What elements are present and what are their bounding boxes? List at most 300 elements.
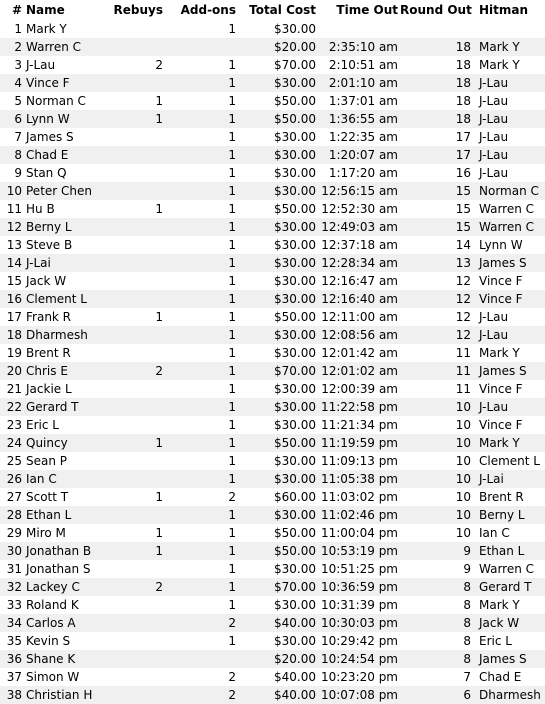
cell-total-cost: $50.00 [274, 436, 316, 450]
cell-hitman: J-Lai [479, 472, 504, 486]
cell-time-out: 12:01:42 am [321, 346, 398, 360]
cell-total-cost: $30.00 [274, 22, 316, 36]
cell-round-out: 11 [455, 346, 471, 360]
cell-name: Brent R [26, 346, 71, 360]
cell-hitman: Vince F [479, 418, 523, 432]
cell-num: 26 [6, 472, 22, 486]
table-row [0, 614, 545, 632]
cell-name: Gerard T [26, 400, 79, 414]
cell-rebuys [109, 632, 167, 650]
cell-num: 15 [6, 274, 22, 288]
cell-total-cost: $50.00 [274, 112, 316, 126]
cell-num: 3 [14, 58, 22, 72]
cell-round-out: 12 [455, 274, 471, 288]
cell-addons: 1 [228, 382, 236, 396]
cell-total-cost: $70.00 [274, 364, 316, 378]
cell-num: 28 [6, 508, 22, 522]
cell-num: 19 [6, 346, 22, 360]
cell-time-out: 11:02:46 pm [320, 508, 398, 522]
cell-hitman: Gerard T [479, 580, 532, 594]
cell-name: Clement L [26, 292, 87, 306]
cell-hitman: J-Lau [479, 94, 509, 108]
cell-name: James S [26, 130, 74, 144]
cell-round-out: 9 [463, 562, 471, 576]
table-header [0, 0, 545, 20]
cell-rebuys [109, 398, 167, 416]
cell-hitman: Vince F [479, 382, 523, 396]
header-round-out: Round Out [400, 3, 472, 17]
cell-hitman: J-Lau [479, 328, 509, 342]
cell-round-out: 14 [455, 238, 471, 252]
table-row [0, 236, 545, 254]
cell-time-out: 11:03:02 pm [320, 490, 398, 504]
cell-time-out: 12:52:30 am [321, 202, 398, 216]
cell-rebuys [109, 74, 167, 92]
cell-num: 34 [6, 616, 22, 630]
cell-rebuys [109, 272, 167, 290]
cell-rebuys: 2 [155, 580, 163, 594]
cell-num: 7 [14, 130, 22, 144]
cell-rebuys: 1 [155, 436, 163, 450]
cell-rebuys [109, 650, 167, 668]
cell-round-out: 11 [455, 364, 471, 378]
cell-name: Chad E [26, 148, 69, 162]
table-row [0, 146, 545, 164]
cell-rebuys [109, 416, 167, 434]
cell-addons: 1 [228, 562, 236, 576]
cell-round-out: 18 [455, 76, 471, 90]
cell-round-out: 6 [463, 688, 471, 702]
table-row [0, 56, 545, 74]
table-row [0, 38, 545, 56]
cell-addons: 1 [228, 22, 236, 36]
cell-rebuys: 1 [155, 94, 163, 108]
cell-hitman: James S [479, 652, 527, 666]
cell-num: 20 [6, 364, 22, 378]
cell-num: 5 [14, 94, 22, 108]
cell-num: 14 [6, 256, 22, 270]
cell-name: Warren C [26, 40, 82, 54]
cell-total-cost: $30.00 [274, 634, 316, 648]
cell-name: Kevin S [26, 634, 71, 648]
cell-total-cost: $50.00 [274, 94, 316, 108]
table-row [0, 200, 545, 218]
cell-name: Frank R [26, 310, 72, 324]
cell-total-cost: $30.00 [274, 400, 316, 414]
cell-hitman: James S [479, 364, 527, 378]
cell-total-cost: $30.00 [274, 130, 316, 144]
cell-rebuys [109, 146, 167, 164]
table-row [0, 308, 545, 326]
cell-total-cost: $50.00 [274, 544, 316, 558]
cell-hitman: Vince F [479, 274, 523, 288]
cell-total-cost: $30.00 [274, 418, 316, 432]
cell-hitman: J-Lau [479, 76, 509, 90]
cell-round-out: 17 [455, 148, 471, 162]
cell-num: 16 [6, 292, 22, 306]
cell-addons: 1 [228, 454, 236, 468]
cell-time-out: 10:07:08 pm [320, 688, 398, 702]
cell-rebuys [109, 254, 167, 272]
cell-total-cost: $30.00 [274, 382, 316, 396]
cell-num: 2 [14, 40, 22, 54]
cell-time-out: 12:01:02 am [321, 364, 398, 378]
cell-addons: 1 [228, 58, 236, 72]
cell-round-out: 7 [463, 670, 471, 684]
cell-round-out: 10 [455, 490, 471, 504]
cell-rebuys [109, 470, 167, 488]
table-row [0, 632, 545, 650]
cell-total-cost: $30.00 [274, 166, 316, 180]
cell-num: 9 [14, 166, 22, 180]
cell-total-cost: $30.00 [274, 184, 316, 198]
cell-round-out: 18 [455, 94, 471, 108]
cell-hitman: J-Lau [479, 310, 509, 324]
cell-num: 1 [14, 22, 22, 36]
cell-time-out: 11:19:59 pm [320, 436, 398, 450]
cell-name: Peter Chen [26, 184, 92, 198]
cell-round-out: 17 [455, 130, 471, 144]
cell-addons: 1 [228, 526, 236, 540]
cell-hitman: J-Lau [479, 148, 509, 162]
cell-total-cost: $40.00 [274, 670, 316, 684]
cell-time-out: 12:37:18 am [321, 238, 398, 252]
cell-hitman: Warren C [479, 220, 535, 234]
cell-time-out: 12:56:15 am [321, 184, 398, 198]
cell-name: Lackey C [26, 580, 80, 594]
table-row [0, 362, 545, 380]
cell-round-out: 10 [455, 472, 471, 486]
table-row [0, 686, 545, 704]
cell-name: Scott T [26, 490, 69, 504]
cell-rebuys [109, 344, 167, 362]
cell-time-out: 10:29:42 pm [320, 634, 398, 648]
cell-hitman: J-Lau [479, 130, 509, 144]
header-row [0, 0, 545, 20]
cell-total-cost: $30.00 [274, 562, 316, 576]
cell-rebuys [109, 506, 167, 524]
cell-name: Jonathan S [26, 562, 91, 576]
cell-num: 36 [6, 652, 22, 666]
cell-time-out: 12:16:47 am [321, 274, 398, 288]
cell-total-cost: $30.00 [274, 292, 316, 306]
cell-rebuys: 1 [155, 310, 163, 324]
cell-addons [167, 38, 238, 56]
cell-round-out: 11 [455, 382, 471, 396]
cell-total-cost: $30.00 [274, 256, 316, 270]
table-row [0, 416, 545, 434]
cell-rebuys [109, 596, 167, 614]
cell-time-out: 12:11:00 am [321, 310, 398, 324]
cell-time-out: 11:00:04 pm [320, 526, 398, 540]
cell-rebuys [109, 452, 167, 470]
cell-name: Jack W [26, 274, 67, 288]
cell-round-out: 8 [463, 634, 471, 648]
cell-num: 21 [6, 382, 22, 396]
cell-name: Steve B [26, 238, 73, 252]
cell-time-out: 11:09:13 pm [320, 454, 398, 468]
cell-total-cost: $60.00 [274, 490, 316, 504]
cell-num: 8 [14, 148, 22, 162]
cell-total-cost: $30.00 [274, 76, 316, 90]
cell-rebuys [109, 686, 167, 704]
cell-num: 31 [6, 562, 22, 576]
table-row [0, 164, 545, 182]
table-row [0, 452, 545, 470]
cell-time-out: 1:17:20 am [328, 166, 398, 180]
cell-hitman: Brent R [479, 490, 524, 504]
cell-time-out: 1:22:35 am [328, 130, 398, 144]
cell-total-cost: $30.00 [274, 346, 316, 360]
cell-name: J-Lau [26, 58, 56, 72]
cell-name: Mark Y [26, 22, 67, 36]
cell-time-out: 12:28:34 am [321, 256, 398, 270]
cell-name: Ian C [26, 472, 57, 486]
cell-time-out [318, 20, 400, 38]
cell-addons: 1 [228, 346, 236, 360]
cell-hitman: Lynn W [479, 238, 523, 252]
cell-addons: 1 [228, 184, 236, 198]
cell-num: 13 [6, 238, 22, 252]
cell-total-cost: $30.00 [274, 274, 316, 288]
cell-num: 10 [6, 184, 22, 198]
table-row [0, 398, 545, 416]
cell-hitman: Mark Y [479, 346, 520, 360]
cell-name: Christian H [26, 688, 93, 702]
cell-addons: 1 [228, 310, 236, 324]
cell-num: 29 [6, 526, 22, 540]
cell-time-out: 2:01:10 am [328, 76, 398, 90]
cell-rebuys: 1 [155, 544, 163, 558]
cell-round-out: 8 [463, 616, 471, 630]
cell-num: 30 [6, 544, 22, 558]
cell-num: 35 [6, 634, 22, 648]
cell-total-cost: $50.00 [274, 202, 316, 216]
cell-time-out: 12:08:56 am [321, 328, 398, 342]
cell-time-out: 1:20:07 am [328, 148, 398, 162]
cell-time-out: 11:05:38 pm [320, 472, 398, 486]
cell-addons: 1 [228, 472, 236, 486]
cell-round-out: 10 [455, 400, 471, 414]
cell-hitman: Jack W [479, 616, 520, 630]
table-row [0, 668, 545, 686]
cell-addons: 1 [228, 130, 236, 144]
table-row [0, 20, 545, 38]
header-time-out: Time Out [336, 3, 398, 17]
table-row [0, 506, 545, 524]
cell-hitman: Ian C [479, 526, 510, 540]
cell-addons: 2 [228, 670, 236, 684]
cell-hitman: James S [479, 256, 527, 270]
table-row [0, 290, 545, 308]
cell-rebuys [109, 290, 167, 308]
cell-hitman: Warren C [479, 562, 535, 576]
cell-name: J-Lai [26, 256, 51, 270]
table-row [0, 218, 545, 236]
cell-round-out: 12 [455, 310, 471, 324]
cell-num: 23 [6, 418, 22, 432]
cell-hitman: Mark Y [479, 436, 520, 450]
cell-total-cost: $20.00 [274, 40, 316, 54]
cell-addons: 1 [228, 166, 236, 180]
cell-addons: 1 [228, 328, 236, 342]
cell-num: 4 [14, 76, 22, 90]
header-num: # [11, 3, 22, 17]
cell-name: Stan Q [26, 166, 67, 180]
table-row [0, 74, 545, 92]
cell-rebuys: 2 [155, 58, 163, 72]
cell-total-cost: $70.00 [274, 58, 316, 72]
table-row [0, 128, 545, 146]
cell-name: Vince F [26, 76, 70, 90]
cell-round-out: 15 [455, 220, 471, 234]
cell-name: Dharmesh [26, 328, 88, 342]
cell-round-out: 12 [455, 328, 471, 342]
cell-rebuys [109, 38, 167, 56]
cell-addons: 2 [228, 616, 236, 630]
cell-name: Lynn W [26, 112, 70, 126]
cell-total-cost: $30.00 [274, 328, 316, 342]
cell-addons: 1 [228, 112, 236, 126]
cell-addons: 1 [228, 598, 236, 612]
cell-rebuys: 1 [155, 490, 163, 504]
cell-hitman: Eric L [479, 634, 512, 648]
cell-rebuys [109, 236, 167, 254]
header-name: Name [26, 3, 65, 17]
cell-hitman: Chad E [479, 670, 522, 684]
cell-addons: 2 [228, 688, 236, 702]
cell-round-out: 15 [455, 184, 471, 198]
cell-hitman: J-Lau [479, 166, 509, 180]
cell-total-cost: $50.00 [274, 526, 316, 540]
table-row [0, 110, 545, 128]
cell-addons: 1 [228, 508, 236, 522]
cell-round-out: 10 [455, 454, 471, 468]
cell-time-out: 10:30:03 pm [320, 616, 398, 630]
cell-rebuys [109, 614, 167, 632]
table-row [0, 560, 545, 578]
table-row [0, 596, 545, 614]
cell-rebuys: 2 [155, 364, 163, 378]
cell-addons: 1 [228, 220, 236, 234]
cell-rebuys [109, 560, 167, 578]
cell-num: 38 [6, 688, 22, 702]
header-rebuys: Rebuys [113, 3, 163, 17]
cell-name: Shane K [26, 652, 76, 666]
cell-round-out [400, 20, 479, 38]
cell-hitman: Mark Y [479, 40, 520, 54]
table-row [0, 434, 545, 452]
cell-total-cost: $40.00 [274, 616, 316, 630]
table-row [0, 578, 545, 596]
cell-time-out: 10:51:25 pm [320, 562, 398, 576]
cell-addons: 1 [228, 580, 236, 594]
cell-num: 25 [6, 454, 22, 468]
table-body [0, 20, 545, 704]
cell-name: Jackie L [26, 382, 72, 396]
cell-total-cost: $40.00 [274, 688, 316, 702]
cell-rebuys: 1 [155, 202, 163, 216]
header-hitman: Hitman [479, 3, 529, 17]
cell-num: 6 [14, 112, 22, 126]
cell-name: Quincy [26, 436, 68, 450]
cell-hitman: Warren C [479, 202, 535, 216]
cell-time-out: 11:21:34 pm [320, 418, 398, 432]
cell-rebuys [109, 20, 167, 38]
cell-num: 12 [6, 220, 22, 234]
table-row [0, 650, 545, 668]
cell-addons: 2 [228, 490, 236, 504]
cell-total-cost: $30.00 [274, 148, 316, 162]
cell-num: 17 [6, 310, 22, 324]
cell-name: Berny L [26, 220, 72, 234]
cell-time-out: 10:31:39 pm [320, 598, 398, 612]
cell-round-out: 16 [455, 166, 471, 180]
cell-addons: 1 [228, 256, 236, 270]
header-addons: Add-ons [180, 3, 236, 17]
cell-name: Chris E [26, 364, 68, 378]
cell-hitman: Norman C [479, 184, 539, 198]
cell-addons: 1 [228, 544, 236, 558]
cell-addons: 1 [228, 292, 236, 306]
table-row [0, 542, 545, 560]
cell-hitman [479, 20, 545, 38]
cell-addons: 1 [228, 202, 236, 216]
cell-addons: 1 [228, 634, 236, 648]
table-row [0, 272, 545, 290]
table-row [0, 524, 545, 542]
cell-time-out: 10:24:54 pm [320, 652, 398, 666]
header-total-cost: Total Cost [249, 3, 316, 17]
cell-rebuys [109, 218, 167, 236]
cell-round-out: 18 [455, 40, 471, 54]
cell-rebuys [109, 182, 167, 200]
cell-round-out: 8 [463, 652, 471, 666]
cell-num: 18 [6, 328, 22, 342]
cell-rebuys [109, 128, 167, 146]
table-row [0, 470, 545, 488]
cell-total-cost: $30.00 [274, 454, 316, 468]
cell-name: Simon W [26, 670, 80, 684]
cell-total-cost: $50.00 [274, 310, 316, 324]
cell-round-out: 10 [455, 418, 471, 432]
cell-round-out: 10 [455, 436, 471, 450]
cell-name: Carlos A [26, 616, 76, 630]
cell-addons: 1 [228, 76, 236, 90]
cell-total-cost: $30.00 [274, 220, 316, 234]
cell-round-out: 8 [463, 580, 471, 594]
cell-time-out: 2:35:10 am [328, 40, 398, 54]
cell-num: 37 [6, 670, 22, 684]
cell-time-out: 12:00:39 am [321, 382, 398, 396]
cell-num: 27 [6, 490, 22, 504]
cell-hitman: Mark Y [479, 598, 520, 612]
cell-hitman: Berny L [479, 508, 525, 522]
cell-num: 11 [6, 202, 22, 216]
cell-total-cost: $70.00 [274, 580, 316, 594]
cell-total-cost: $20.00 [274, 652, 316, 666]
cell-addons: 1 [228, 148, 236, 162]
cell-rebuys: 1 [155, 112, 163, 126]
cell-name: Hu B [26, 202, 55, 216]
cell-time-out: 12:16:40 am [321, 292, 398, 306]
table-row [0, 326, 545, 344]
cell-round-out: 9 [463, 544, 471, 558]
cell-num: 32 [6, 580, 22, 594]
cell-addons [167, 650, 238, 668]
cell-addons: 1 [228, 418, 236, 432]
cell-addons: 1 [228, 364, 236, 378]
